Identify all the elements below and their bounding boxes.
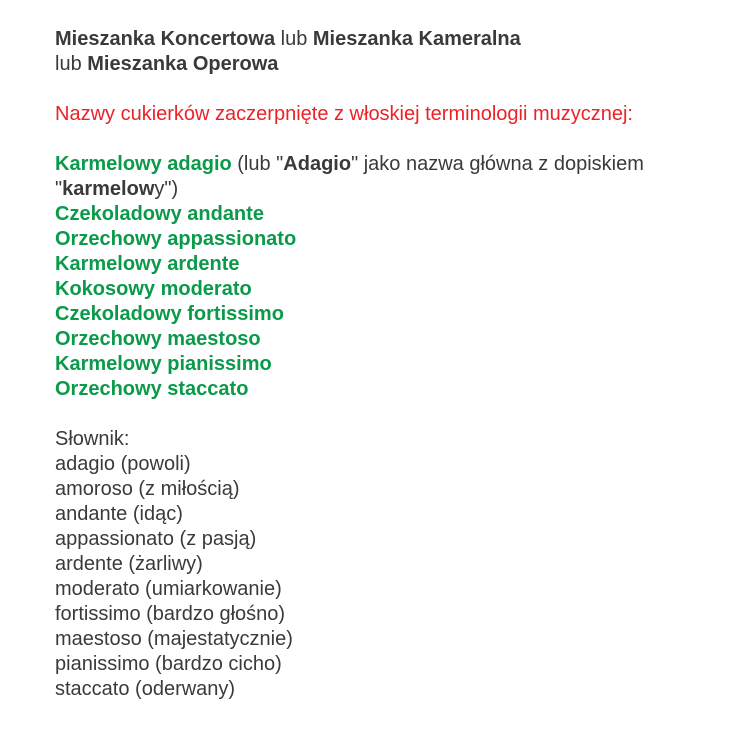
candy-note: " — [55, 178, 63, 200]
candy-item: Karmelowy pianissimo — [55, 353, 272, 375]
candy-note-bold: karmelow — [62, 178, 155, 200]
subtitle-block — [55, 102, 710, 127]
subtitle: Nazwy cukierków zaczerpnięte z włoskiej terminologii muzycznej: — [55, 103, 633, 125]
candy-item: Orzechowy staccato — [55, 378, 249, 400]
dictionary-entry: moderato (umiarkowanie) — [55, 578, 282, 600]
dictionary-entry: amoroso (z miłością) — [55, 478, 240, 500]
dictionary-entry: ardente (żarliwy) — [55, 553, 203, 575]
dictionary-entry: maestoso (majestatycznie) — [55, 628, 293, 650]
dictionary-section — [55, 427, 710, 702]
mix-title-line-1 — [55, 27, 710, 52]
mix-title — [55, 27, 710, 77]
dictionary-entry: staccato (oderwany) — [55, 678, 236, 700]
candy-note: " jako nazwa główna z dopiskiem — [351, 153, 644, 175]
candy-note: (lub " — [231, 153, 284, 175]
mix-name-kameralna: Mieszanka Kameralna — [312, 28, 521, 50]
candy-item: Kokosowy moderato — [55, 278, 252, 300]
candy-name: Karmelowy adagio — [55, 153, 232, 175]
candy-item: Czekoladowy fortissimo — [55, 303, 284, 325]
dictionary-entry: fortissimo (bardzo głośno) — [55, 603, 286, 625]
dictionary-entry: appassionato (z pasją) — [55, 528, 257, 550]
candy-note: y") — [154, 178, 179, 200]
dictionary-title: Słownik: — [55, 428, 130, 450]
mix-name-koncertowa: Mieszanka Koncertowa — [55, 28, 276, 50]
candy-item: Czekoladowy andante — [55, 203, 264, 225]
mix-title-line-2 — [55, 52, 710, 77]
candy-item: Orzechowy appassionato — [55, 228, 297, 250]
mix-name-operowa: Mieszanka Operowa — [87, 53, 279, 75]
candy-item: Orzechowy maestoso — [55, 328, 261, 350]
candy-item-adagio — [55, 152, 710, 202]
candy-item: Karmelowy ardente — [55, 253, 240, 275]
dictionary-entry: andante (idąc) — [55, 503, 183, 525]
dictionary-entry: pianissimo (bardzo cicho) — [55, 653, 282, 675]
conjunction-lub: lub — [55, 53, 88, 75]
candy-name-list — [55, 152, 710, 402]
candy-alt-name: Adagio — [283, 153, 352, 175]
dictionary-entry: adagio (powoli) — [55, 453, 191, 475]
conjunction-lub: lub — [275, 28, 313, 50]
